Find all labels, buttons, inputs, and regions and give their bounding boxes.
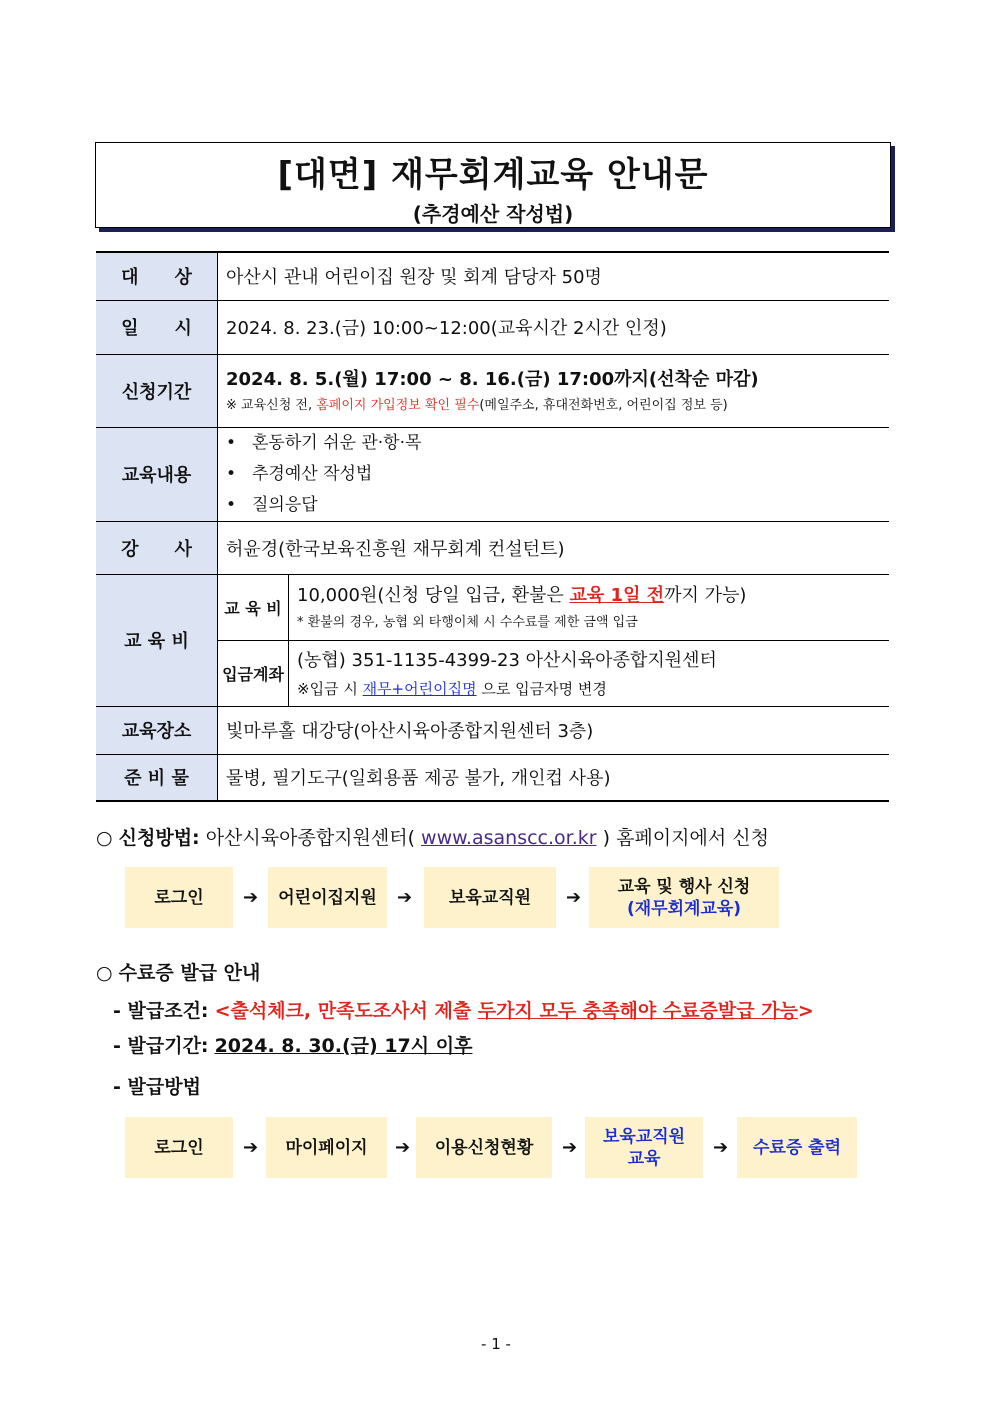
flow-step-daycare-support: 어린이집지원 — [268, 867, 387, 928]
table-row — [96, 521, 889, 574]
method-label: - 발급방법 — [113, 1076, 201, 1098]
table-row — [96, 427, 889, 521]
list-item-text: 질의응답 — [252, 494, 318, 515]
list-item: • 혼동하기 쉬운 관·항·목 — [226, 432, 422, 453]
fee-note: * 환불의 경우, 농협 외 타행이체 시 수수료를 제한 금액 입금 — [297, 615, 638, 630]
table-row — [96, 354, 889, 427]
title-box — [95, 142, 891, 228]
list-item: • 추경예산 작성법 — [226, 463, 373, 484]
row-value — [218, 354, 890, 427]
flow-step-login: 로그인 — [125, 867, 233, 928]
account-note-prefix: ※입금 시 — [297, 680, 363, 698]
flow-step-mypage: 마이페이지 — [266, 1117, 387, 1178]
fee-value-cell — [289, 574, 890, 640]
period-value: 2024. 8. 30.(금) 17시 이후 — [214, 1035, 473, 1057]
arrow-right-icon: ➔ — [562, 1137, 578, 1158]
certificate-condition — [113, 996, 814, 1023]
row-label: 준 비 물 — [96, 754, 218, 801]
fee-deadline: 교육 1일 전 — [569, 585, 665, 606]
apply-method-text-suffix: ) 홈페이지에서 신청 — [596, 827, 769, 849]
note-prefix: ※ 교육신청 전, — [226, 397, 317, 413]
table-row — [96, 574, 889, 640]
flow-step-login: 로그인 — [125, 1117, 233, 1178]
condition-value-emphasis: 두가지 모두 충족해야 수료증발급 가능 — [477, 1000, 798, 1022]
note-required: 홈페이지 가입정보 확인 필수 — [316, 397, 480, 413]
apply-method-text: 아산시육아종합지원센터( — [199, 827, 422, 849]
list-item-text: 혼동하기 쉬운 관·항·목 — [252, 432, 422, 453]
table-row — [96, 754, 889, 801]
row-value: 2024. 8. 23.(금) 10:00~12:00(교육시간 2시간 인정) — [218, 300, 890, 354]
info-table — [96, 251, 889, 802]
arrow-right-icon: ➔ — [713, 1137, 729, 1158]
account-note — [297, 677, 881, 701]
certificate-method — [113, 1072, 201, 1099]
condition-value: <출석체크, 만족도조사서 제출 — [214, 1000, 478, 1022]
table-row — [96, 706, 889, 754]
flow-step-staff: 보육교직원 — [424, 867, 556, 928]
arrow-right-icon: ➔ — [397, 887, 413, 908]
row-label: 일 시 — [96, 300, 218, 354]
apply-period-note — [226, 395, 881, 417]
flow-step-staff-education — [585, 1117, 703, 1178]
note-suffix: (메일주소, 휴대전화번호, 어린이집 정보 등) — [479, 397, 728, 413]
period-label: - 발급기간: — [113, 1035, 209, 1057]
circle-bullet-icon: ○ — [96, 827, 113, 849]
sub-label: 교 육 비 — [218, 574, 289, 640]
flow-step-line: 교육 및 행사 신청 — [617, 876, 751, 897]
arrow-right-icon: ➔ — [566, 887, 582, 908]
row-label: 교육내용 — [96, 427, 218, 521]
flow-step-line: 교육 — [627, 1148, 661, 1169]
flow-step-education-apply — [589, 867, 779, 928]
table-row — [96, 300, 889, 354]
fee-prefix: 10,000원(신청 당일 입금, 환불은 — [297, 585, 570, 606]
row-label: 대 상 — [96, 252, 218, 300]
account-note-suffix: 으로 입금자명 변경 — [476, 680, 607, 698]
content-list — [226, 428, 881, 521]
condition-value-end: > — [797, 1000, 814, 1022]
website-link[interactable]: www.asanscc.or.kr — [421, 827, 597, 849]
flow-step-line: 보육교직원 — [602, 1126, 686, 1147]
apply-method-label: 신청방법: — [118, 827, 200, 849]
document-title: [대면] 재무회계교육 안내문 — [277, 155, 709, 195]
flow-step-line: (재무회계교육) — [626, 898, 742, 919]
certificate-title: 수료증 발급 안내 — [118, 962, 261, 984]
apply-period-value: 2024. 8. 5.(월) 17:00 ~ 8. 16.(금) 17:00까지(선착순 마감) — [226, 368, 759, 390]
arrow-right-icon: ➔ — [243, 887, 259, 908]
row-value: 빛마루홀 대강당(아산시육아종합지원센터 3층) — [218, 706, 890, 754]
row-value: 허윤경(한국보육진흥원 재무회계 컨설턴트) — [218, 521, 890, 574]
flow-step-usage-status: 이용신청현황 — [416, 1117, 552, 1178]
row-label: 강 사 — [96, 521, 218, 574]
row-label: 교 육 비 — [96, 574, 218, 706]
row-value: 아산시 관내 어린이집 원장 및 회계 담당자 50명 — [218, 252, 890, 300]
flow-step-print-certificate: 수료증 출력 — [737, 1117, 857, 1178]
circle-bullet-icon: ○ — [96, 962, 113, 984]
arrow-right-icon: ➔ — [395, 1137, 411, 1158]
account-value-cell — [289, 640, 890, 706]
list-item: • 질의응답 — [226, 494, 318, 515]
certificate-period — [113, 1031, 472, 1058]
apply-method-line — [96, 823, 769, 850]
list-item-text: 추경예산 작성법 — [252, 463, 373, 484]
row-label: 신청기간 — [96, 354, 218, 427]
fee-value — [297, 580, 881, 612]
arrow-right-icon: ➔ — [243, 1137, 259, 1158]
sub-label: 입금계좌 — [218, 640, 289, 706]
row-label: 교육장소 — [96, 706, 218, 754]
row-value — [218, 427, 890, 521]
condition-label: - 발급조건: — [113, 1000, 209, 1022]
table-row — [96, 252, 889, 300]
page-number: - 1 - — [481, 1335, 511, 1353]
document-subtitle: (추경예산 작성법) — [412, 202, 574, 226]
account-note-name: 재무+어린이집명 — [362, 680, 477, 698]
account-value: (농협) 351-1135-4399-23 아산시육아종합지원센터 — [297, 650, 717, 671]
certificate-heading — [96, 958, 260, 985]
row-value: 물병, 필기도구(일회용품 제공 불가, 개인컵 사용) — [218, 754, 890, 801]
fee-suffix: 까지 가능) — [664, 585, 747, 606]
